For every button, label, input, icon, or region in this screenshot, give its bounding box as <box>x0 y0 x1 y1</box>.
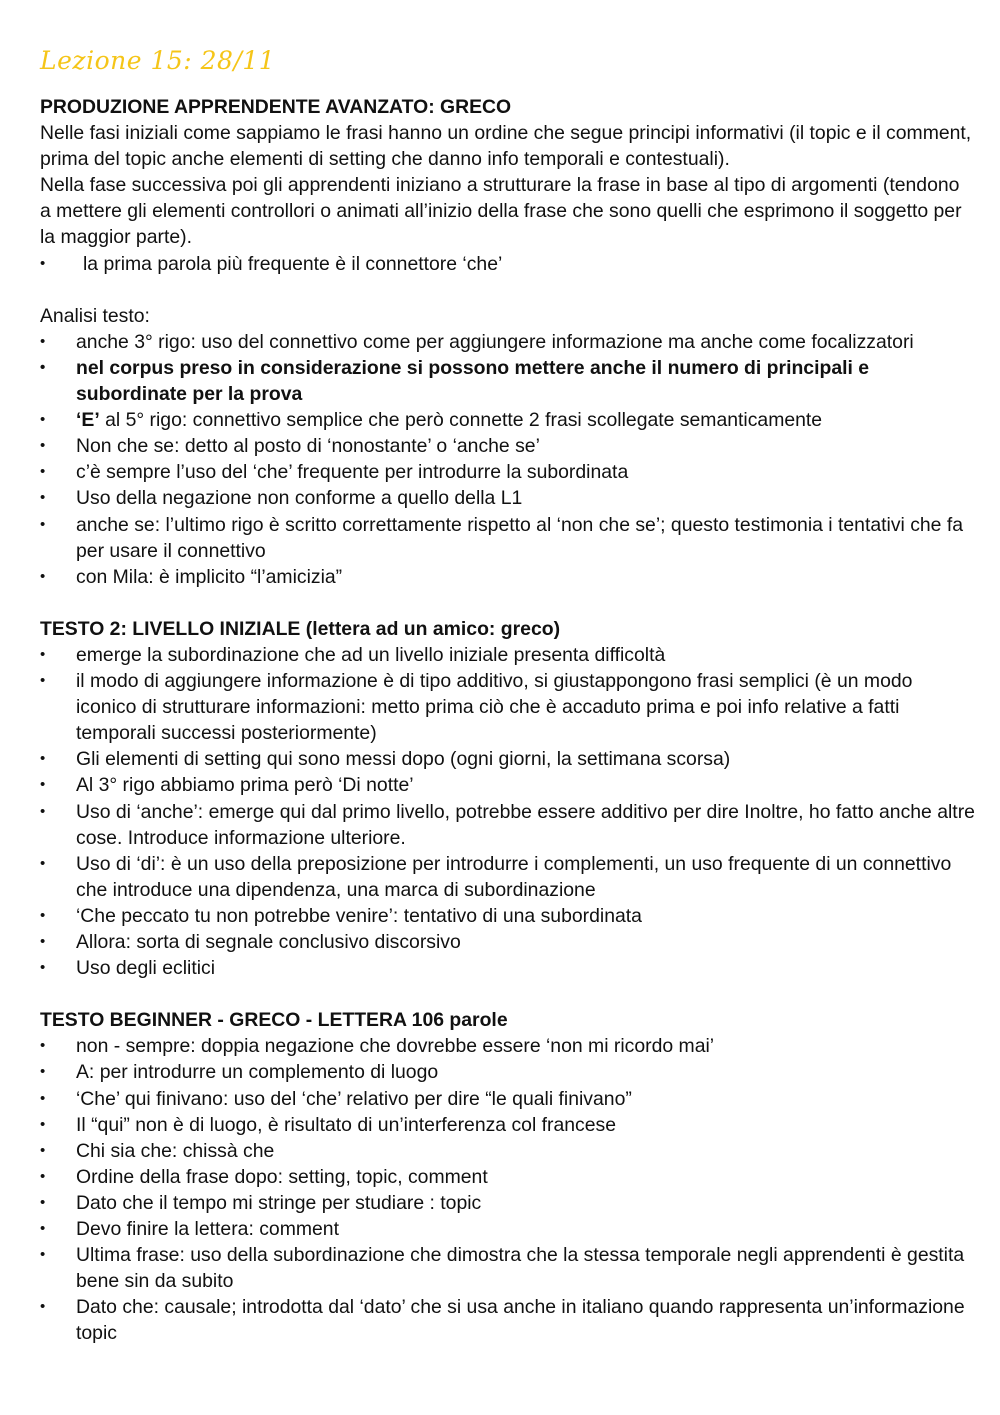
paragraph: Nelle fasi iniziali come sappiamo le frasi hanno un ordine che segue principi informativi (il topic e il comment, prima del topic anche elementi di setting che danno info temporali e contestuali). <box>40 122 972 171</box>
list-item: • emerge la subordinazione che ad un livello iniziale presenta difficoltà <box>40 642 975 668</box>
section-title-initial: TESTO 2: LIVELLO INIZIALE (lettera ad un amico: greco) <box>40 617 561 640</box>
list-item: • non - sempre: doppia negazione che dovrebbe essere ‘non mi ricordo mai’ <box>40 1033 975 1059</box>
paragraph: Nella fase successiva poi gli apprendenti iniziano a strutturare la frase in base al tipo di argomenti (tendono a mettere gli elementi controllori o animati all’inizio della frase che sono quelli che esprimono il soggetto per la maggior parte). <box>40 174 962 249</box>
list-item-text: al 5° rigo: connettivo semplice che però connette 2 frasi scollegate semanticamente <box>105 409 823 432</box>
list-item: • c’è sempre l’uso del ‘che’ frequente per introdurre la subordinata <box>40 459 975 485</box>
analysis-list <box>40 329 975 590</box>
section-title-beginner: TESTO BEGINNER - GRECO - LETTERA 106 parole <box>40 1009 508 1032</box>
list-item: • Dato che: causale; introdotta dal ‘dato’ che si usa anche in italiano quando rappresenta un’informazione topic <box>40 1294 975 1346</box>
list-item: • Devo finire la lettera: comment <box>40 1216 975 1242</box>
initial-list <box>40 642 975 981</box>
list-item: • il modo di aggiungere informazione è di tipo additivo, si giustappongono frasi semplici (è un modo iconico di strutturare informazioni: metto prima ciò che è accaduto prima e poi info relative a fatti temporali successi posteriormente) <box>40 668 975 746</box>
list-item: • Uso di ‘di’: è un uso della preposizione per introdurre i complementi, un uso frequente di un connettivo che introduce una dipendenza, una marca di subordinazione <box>40 851 975 903</box>
spacer <box>40 590 975 616</box>
list-item: • Il “qui” non è di luogo, è risultato di un’interferenza col francese <box>40 1112 975 1138</box>
list-item: • nel corpus preso in considerazione si possono mettere anche il numero di principali e subordinate per la prova <box>40 355 975 407</box>
list-item: • ‘Che peccato tu non potrebbe venire’: tentativo di una subordinata <box>40 903 975 929</box>
list-item: • la prima parola più frequente è il connettore ‘che’ <box>40 251 975 277</box>
list-item: • anche se: l’ultimo rigo è scritto correttamente rispetto al ‘non che se’; questo testimonia i tentativi che fa per usare il connettivo <box>40 512 975 564</box>
list-item: • Uso della negazione non conforme a quello della L1 <box>40 485 975 511</box>
beginner-list <box>40 1033 975 1346</box>
lesson-title: Lezione 15: 28/11 <box>40 46 276 75</box>
list-item: • con Mila: è implicito “l’amicizia” <box>40 564 975 590</box>
list-item: • Uso di ‘anche’: emerge qui dal primo livello, potrebbe essere additivo per dire Inoltre, ho fatto anche altre cose. Introduce informazione ulteriore. <box>40 799 975 851</box>
list-item: • Ultima frase: uso della subordinazione che dimostra che la stessa temporale negli apprendenti è gestita bene sin da subito <box>40 1242 975 1294</box>
list-item: • Gli elementi di setting qui sono messi dopo (ogni giorni, la settimana scorsa) <box>40 746 975 772</box>
list-item: • ‘Che’ qui finivano: uso del ‘che’ relativo per dire “le quali finivano” <box>40 1086 975 1112</box>
bold-prefix: ‘E’ <box>76 409 100 432</box>
list-item: • Chi sia che: chissà che <box>40 1138 975 1164</box>
spacer <box>40 981 975 1007</box>
list-item: • Al 3° rigo abbiamo prima però ‘Di notte’ <box>40 772 975 798</box>
list-item: • Ordine della frase dopo: setting, topic, comment <box>40 1164 975 1190</box>
list-item: • Uso degli eclitici <box>40 955 975 981</box>
notes-body <box>40 94 975 1347</box>
analysis-label: Analisi testo: <box>40 304 150 327</box>
list-item: • anche 3° rigo: uso del connettivo come per aggiungere informazione ma anche come focalizzatori <box>40 329 975 355</box>
section-title-advanced: PRODUZIONE APPRENDENTE AVANZATO: GRECO <box>40 96 512 118</box>
list-item: • Dato che il tempo mi stringe per studiare : topic <box>40 1190 975 1216</box>
list-item: • Non che se: detto al posto di ‘nonostante’ o ‘anche se’ <box>40 433 975 459</box>
list-item <box>40 407 975 433</box>
list-item: • A: per introdurre un complemento di luogo <box>40 1059 975 1085</box>
list-item: • Allora: sorta di segnale conclusivo discorsivo <box>40 929 975 955</box>
spacer <box>40 277 975 303</box>
bullet-list <box>40 251 975 277</box>
